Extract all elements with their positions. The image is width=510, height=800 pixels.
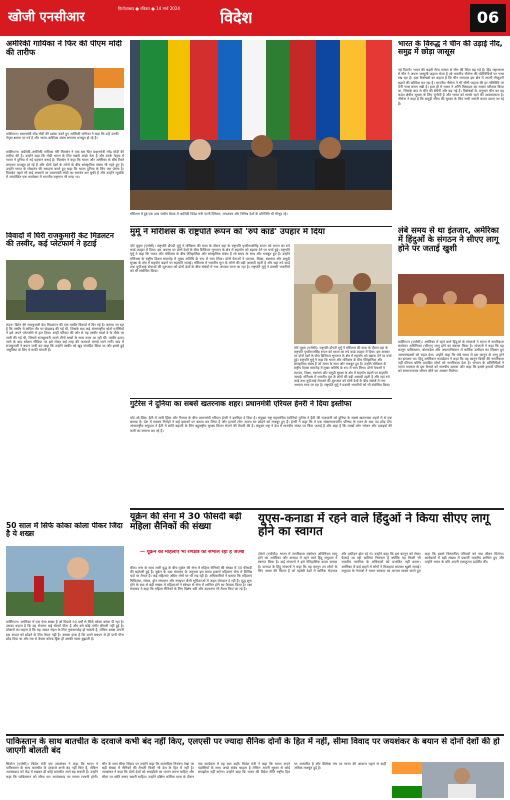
- headline-ukraine: यूक्रेन की सेना में 30 फीसदी बढ़ी महिला सैनिकों की संख्या: [130, 512, 242, 533]
- murmu-rupun-image: [294, 244, 392, 344]
- photo-jaishankar: [392, 762, 504, 798]
- summit-meeting-image: [130, 40, 392, 210]
- body-uscanada: टोरंटो (एजेंसी)। भारत में नागरिकता संशोधन अधिनियम लागू होने का अमेरिका और कनाडा में रहने वाले हिंदू समुदाय ने स्वागत किया है। कई संगठनों ने इसे ऐतिहासिक कदम बताया है। कनाडा के हिंदू संगठनों ने कहा कि यह कानून उन लोगों के लिए आशा की किरण है जो पड़ोसी देशों में धार्मिक भेदभाव और उत्पीड़न झेल रहे थे। उन्होंने कहा कि इस कानून को लेकर फैलाई जा रही भ्रांतियां निराधार हैं क्योंकि यह किसी भी भारतीय नागरिक के अधिकारों को प्रभावित नहीं करता। अमेरिका में कई शहरों में लोगों ने मिठाइयां बांटकर खुशी जताई। समुदाय के नेताओं ने भारत सरकार का आभार व्यक्त करते हुए कहा कि इससे विस्थापित परिवारों को नया जीवन मिलेगा। कार्यक्रमों में बड़ी संख्या में प्रवासी भारतीय शामिल हुए और उन्होंने भारत के प्रति अपनी एकजुटता प्रदर्शित की।: [258, 552, 504, 573]
- body-mauritius: पोर्ट लुइस (एजेंसी)। राष्ट्रपति द्रौपदी मुर्मू ने मॉरीशस की यात्रा के दौरान वहां के राष्ट्रपति पृथ्वीराजसिंह रूपन को भारत का रुपे कार्ड उपहार में दिया। इस अवसर पर दोनों देशों के बीच डिजिटल भुगतान के क्षेत्र में सहयोग को बढ़ावा देने पर चर्चा हुई। राष्ट्रपति मुर्मू ने कहा कि भारत और मॉरीशस के बीच ऐतिहासिक और सांस्कृतिक संबंध हैं जो समय के साथ और मजबूत हुए हैं। उन्होंने मॉरीशस के राष्ट्रीय दिवस समारोह में मुख्य अतिथि के रूप में भाग लिया। दोनों नेताओं ने व्यापार, शिक्षा, स्वास्थ्य और समुद्री सुरक्षा के क्षेत्र में सहयोग बढ़ाने पर सहमति जताई। मॉरीशस में भारतीय मूल के लोगों की बड़ी आबादी रहती है और वहां रुपे कार्ड तथा यूपीआई सेवाओं की शुरुआत को दोनों देशों के बीच संबंधों में नया अध्याय माना जा रहा है। राष्ट्रपति मुर्मू ने प्रवासी भारतीयों को भी संबोधित किया।: [130, 244, 290, 274]
- caption-summit: मॉरीशस में हुई एक उच्च स्तरीय बैठक में अफ्रीकी विदेश मंत्री एंटनी ब्लिंकन, जयशंकर और विभिन्न देशों के प्रतिनिधि भी मौजूद रहे।: [130, 212, 288, 216]
- body-pakistan: सियोल (एजेंसी)। विदेश मंत्री एस जयशंकर ने कहा कि भारत ने पाकिस्तान के साथ बातचीत के दरवाजे कभी बंद नहीं किए हैं, लेकिन आतंकवाद को केंद्र में रखकर ही कोई बातचीत आगे बढ़ सकती है। उन्होंने कहा कि पाकिस्तान को सीमा पार आतंकवाद पर लगाम लगानी होगी। चीन के साथ सीमा विवाद पर उन्होंने कहा कि वास्तविक नियंत्रण रेखा पर बड़ी संख्या में सैनिकों की तैनाती किसी भी देश के हित में नहीं है। जयशंकर ने कहा कि दोनों देशों को समझौतों का पालन करना चाहिए और सीमा पर शांति बनाए रखनी चाहिए। उन्होंने दक्षिण कोरिया यात्रा के दौरान एक कार्यक्रम में यह बात कही। विदेश मंत्री ने कहा कि भारत अपने पड़ोसियों के साथ अच्छे संबंध चाहता है लेकिन अपनी सुरक्षा से कोई समझौता नहीं करेगा। उन्होंने कहा कि भारत की विदेश नीति राष्ट्रीय हित पर आधारित है और वैश्विक मंच पर भारत की आवाज पहले से कहीं अधिक मजबूत हुई है।: [6, 762, 386, 779]
- body-guterres: पोर्ट-ऑ-प्रिंस। हैती में जारी हिंसा और गैंगवार के बीच प्रधानमंत्री एरियल हेनरी ने इस्तीफा दे दिया है। संयुक्त राष्ट्र महासचिव एंटोनियो गुटेरेस ने हैती की राजधानी को दुनिया के सबसे खतरनाक शहरों में से एक बताया है। देश में सशस्त्र गिरोहों ने कई इलाकों पर कब्जा कर लिया है और हजारों लोग अपना घर छोड़ने को मजबूर हुए हैं। हेनरी ने कहा कि वे एक संक्रमणकालीन परिषद के गठन के बाद पद छोड़ देंगे। अंतरराष्ट्रीय समुदाय ने हैती में शांति बहाली के लिए बहुराष्ट्रीय सुरक्षा मिशन भेजने की तैयारी की है। संयुक्त राष्ट्र ने देश में मानवीय संकट पर चिंता जताई है और कहा है कि लाखों लोग भोजन और दवाइयों की कमी का सामना कर रहे हैं।: [130, 416, 392, 433]
- headline-mickey: अमेरिकी गायिका ने फिर की पीएम मोदी की तारीफ: [6, 40, 122, 57]
- newspaper-logo: खोजी एनसीआर: [8, 10, 85, 25]
- photo-hindu-gathering: [398, 274, 504, 336]
- divider-guterres: [130, 398, 392, 399]
- singer-figure-image: [6, 68, 124, 130]
- coca-man-image: [6, 546, 124, 616]
- headline-guterres: गुटेरेस ने दुनिया का सबसे खतरनाक शहर। प्रधानमंत्री एरियल हेनरी ने दिया इस्तीफा: [130, 400, 352, 408]
- body-mickey: वाशिंगटन। अफ्रीकी-अमेरिकी गायिका मेरी मिलबेन ने एक बार फिर प्रधानमंत्री नरेंद्र मोदी की तारीफ की है। उन्होंने कहा कि मोदी भारत के लिए सबसे अच्छे नेता हैं और उनके नेतृत्व में भारत ने दुनिया में नई पहचान बनाई है। मिलबेन ने कहा कि भारत और अमेरिका के बीच रिश्ते लगातार मजबूत हो रहे हैं और दोनों देशों के लोगों के बीच सांस्कृतिक संबंध भी गहरे हुए हैं। उन्होंने भारत के लोकतंत्र की सराहना करते हुए कहा कि भारत दुनिया के लिए एक प्रेरणा है। मिलबेन पहले भी कई अवसरों पर प्रधानमंत्री मोदी का समर्थन कर चुकी हैं और उन्होंने न्यूयॉर्क में आयोजित एक कार्यक्रम में भारतीय राष्ट्रगान भी गाया था।: [6, 150, 124, 180]
- body-hindus-us: वाशिंगटन (एजेंसी)। अमेरिका में रहने वाले हिंदुओं के संगठनों ने भारत में नागरिकता संशोधन अधिनियम (सीएए) लागू होने का स्वागत किया है। संगठनों ने कहा कि यह कानून पाकिस्तान, बांग्लादेश और अफगानिस्तान में धार्मिक उत्पीड़न का शिकार हुए अल्पसंख्यकों को राहत देगा। उन्होंने कहा कि लंबे समय से इस कानून के लागू होने का इंतजार था। हिंदू अमेरिकन फाउंडेशन ने कहा कि यह कानून किसी की नागरिकता नहीं छीनता बल्कि प्रताड़ित लोगों को नागरिकता देता है। संगठन के प्रतिनिधियों ने भारत सरकार के इस फैसले को मानवीय बताया और कहा कि इससे हजारों परिवारों को सम्मानजनक जीवन जीने का अवसर मिलेगा।: [398, 340, 504, 374]
- photo-coca-man: [6, 546, 124, 616]
- headline-mauritius: मुर्मू ने मॉरीशस के राष्ट्रपति रूपन को 'रुपे कार्ड' उपहार में दिया: [130, 228, 325, 237]
- photo-royal-family: [6, 260, 124, 320]
- page-number-text: 06: [476, 8, 500, 27]
- body-princess: लंदन। ब्रिटेन की राजकुमारी केट मिडलटन की एक तस्वीर विवादों में घिर गई है। बताया जा रहा है कि तस्वीर में कथित तौर पर छेड़छाड़ की गई थी, जिसके बाद कई अंतरराष्ट्रीय फोटो एजेंसियों ने इसे अपने प्लेटफॉर्म से हटा दिया। शाही परिवार की ओर से यह तस्वीर मदर्स डे के मौके पर जारी की गई थी, जिसमें राजकुमारी अपने तीनों बच्चों के साथ नजर आ रही थीं। तस्वीर हटाए जाने के बाद सोशल मीडिया पर इसे लेकर कई तरह की अटकलें लगाई जाने लगीं। बाद में राजकुमारी ने बयान जारी कर कहा कि उन्होंने तस्वीर को खुद संपादित किया था और इससे हुई असुविधा के लिए वे माफी मांगती हैं।: [6, 323, 124, 353]
- hindu-gathering-image: [398, 274, 504, 336]
- divider-pakistan: [6, 734, 504, 736]
- headline-china: भारत के विरुद्ध ने चीन की उड़ाई नींद, समुद्र में छोड़ा जासूस: [398, 40, 503, 57]
- headline-hindus-us: लंबे समय से था इंतजार, अमेरिका में हिंदुओं के संगठन ने सीएए लागू होने पर जताई खुशी: [398, 226, 499, 254]
- headline-uscanada: यूएस-कनाडा में रहने वाले हिंदुओं ने किया सीएए लागू होने का स्वागत: [258, 512, 490, 539]
- royal-family-image: [6, 260, 124, 320]
- jaishankar-image: [392, 762, 504, 798]
- subhead-ukraine: — यूक्रेन की महिलाएं भी रणक्षेत्र को संभाल रहा है जज्बा: [140, 550, 245, 555]
- section-title: विदेश: [220, 8, 253, 27]
- photo-singer: [6, 68, 124, 130]
- dateline: फ़िरोज़ाबाद ● रविवार ● 14 मार्च 2024: [118, 6, 180, 11]
- caption-mickey: वाशिंगटन। प्रधानमंत्री नरेंद्र मोदी की प्रशंसा करते हुए अमेरिकी गायिका ने कहा कि उन्हें उनकी नेतृत्व क्षमता पर गर्व है और भारत-अमेरिका संबंध लगातार मजबूत हो रहे हैं।: [6, 132, 119, 141]
- headline-coca: 50 साल में सिर्फ कोका कोला पीकर जिंदा है ये शख्स: [6, 522, 123, 539]
- masthead-bar: [0, 0, 510, 36]
- headline-princess: विवादों में घिरी राजकुमारी केट मिडलटन की तस्वीर, कई प्लेटफार्म ने हटाई: [6, 232, 114, 249]
- photo-summit: [130, 40, 392, 210]
- photo-murmu-rupun: [294, 244, 392, 344]
- caption-murmu: पोर्ट लुइस (एजेंसी)। राष्ट्रपति द्रौपदी मुर्मू ने मॉरीशस की यात्रा के दौरान वहां के राष्ट्रपति पृथ्वीराजसिंह रूपन को भारत का रुपे कार्ड उपहार में दिया। इस अवसर पर दोनों देशों के बीच डिजिटल भुगतान के क्षेत्र में सहयोग को बढ़ावा देने पर चर्चा हुई। राष्ट्रपति मुर्मू ने कहा कि भारत और मॉरीशस के बीच ऐतिहासिक और सांस्कृतिक संबंध हैं जो समय के साथ और मजबूत हुए हैं। उन्होंने मॉरीशस के राष्ट्रीय दिवस समारोह में मुख्य अतिथि के रूप में भाग लिया। दोनों नेताओं ने व्यापार, शिक्षा, स्वास्थ्य और समुद्री सुरक्षा के क्षेत्र में सहयोग बढ़ाने पर सहमति जताई। मॉरीशस में भारतीय मूल के लोगों की बड़ी आबादी रहती है और वहां रुपे कार्ड तथा यूपीआई सेवाओं की शुरुआत को दोनों देशों के बीच संबंधों में नया अध्याय माना जा रहा है। राष्ट्रपति मुर्मू ने प्रवासी भारतीयों को भी संबोधित किया।: [294, 346, 392, 387]
- headline-pakistan: पाकिस्तान के साथ बातचीत के दरवाजे कभी बंद नहीं किए, एलएसी पर ज्यादा सैनिक दोनों के हित में नहीं, सीमा विवाद पर जयशंकर के बयान से दोनों देशों की हो जाएगी बोलती बंद: [6, 737, 500, 756]
- body-china: नई दिल्ली। भारत की बढ़ती सैन्य ताकत से चीन की चिंता बढ़ गई है। हिंद महासागर में चीन ने अपना जासूसी जहाज भेजा है जो भारतीय नौसेना की गतिविधियों पर नजर रख रहा है। रक्षा विशेषज्ञों का कहना है कि चीन लगातार इस क्षेत्र में अपनी मौजूदगी बढ़ाने की कोशिश कर रहा है। भारतीय नौसेना ने भी चीनी जहाज की हर गतिविधि पर पैनी नजर बनाए रखी है। हाल ही में भारत ने अग्नि मिसाइल का सफल परीक्षण किया था, जिसके बाद से चीन की बेचैनी और बढ़ गई है। विशेषज्ञों के अनुसार चीन का यह कदम क्षेत्रीय सुरक्षा के लिए चुनौती है और भारत को सतर्क रहने की आवश्यकता है। नौसेना ने कहा है कि समुद्री सीमा की सुरक्षा के लिए सभी जरूरी कदम उठाए जा रहे हैं।: [398, 68, 504, 106]
- divider-ukraine: [130, 508, 504, 510]
- body-ukraine: कीव। रूस के साथ जारी युद्ध के बीच यूक्रेन की सेना में महिला सैनिकों की संख्या में 30 फीसदी की बढ़ोतरी हुई है। यूक्रेन के रक्षा मंत्रालय के अनुसार इस समय हजारों महिलाएं सेना में विभिन्न पदों पर तैनात हैं। कई महिलाएं अग्रिम मोर्चे पर भी लड़ रही हैं। अधिकारियों ने बताया कि महिलाएं चिकित्सा, संचार, ड्रोन संचालन और स्नाइपर जैसी भूमिकाओं में अहम योगदान दे रही हैं। युद्ध शुरू होने के बाद से बड़ी संख्या में महिलाओं ने स्वेच्छा से सेना में शामिल होने का फैसला किया है। रक्षा मंत्रालय ने कहा कि महिला सैनिकों के लिए विशेष वर्दी और उपकरण भी तैयार किए जा रहे हैं।: [130, 566, 252, 592]
- page-number: [470, 4, 506, 32]
- divider-mauritius: [130, 226, 392, 227]
- body-coca: वाशिंगटन। अमेरिका में एक ऐसा शख्स है जो पिछले 50 वर्षों से सिर्फ कोका कोला पी रहा है। उसका कहना है कि वह रोजाना कई बोतलें पीता है और उसे कोई गंभीर बीमारी नहीं हुई है। डॉक्टरों का कहना है कि यह आदत सेहत के लिए नुकसानदेह हो सकती है, लेकिन शख्स अपनी इस आदत को छोड़ने के लिए तैयार नहीं है। उसका दावा है कि उसने बचपन से ही पानी पीना छोड़ दिया था और तब से केवल कोल्ड ड्रिंक ही उसकी प्यास बुझाती है।: [6, 620, 124, 641]
